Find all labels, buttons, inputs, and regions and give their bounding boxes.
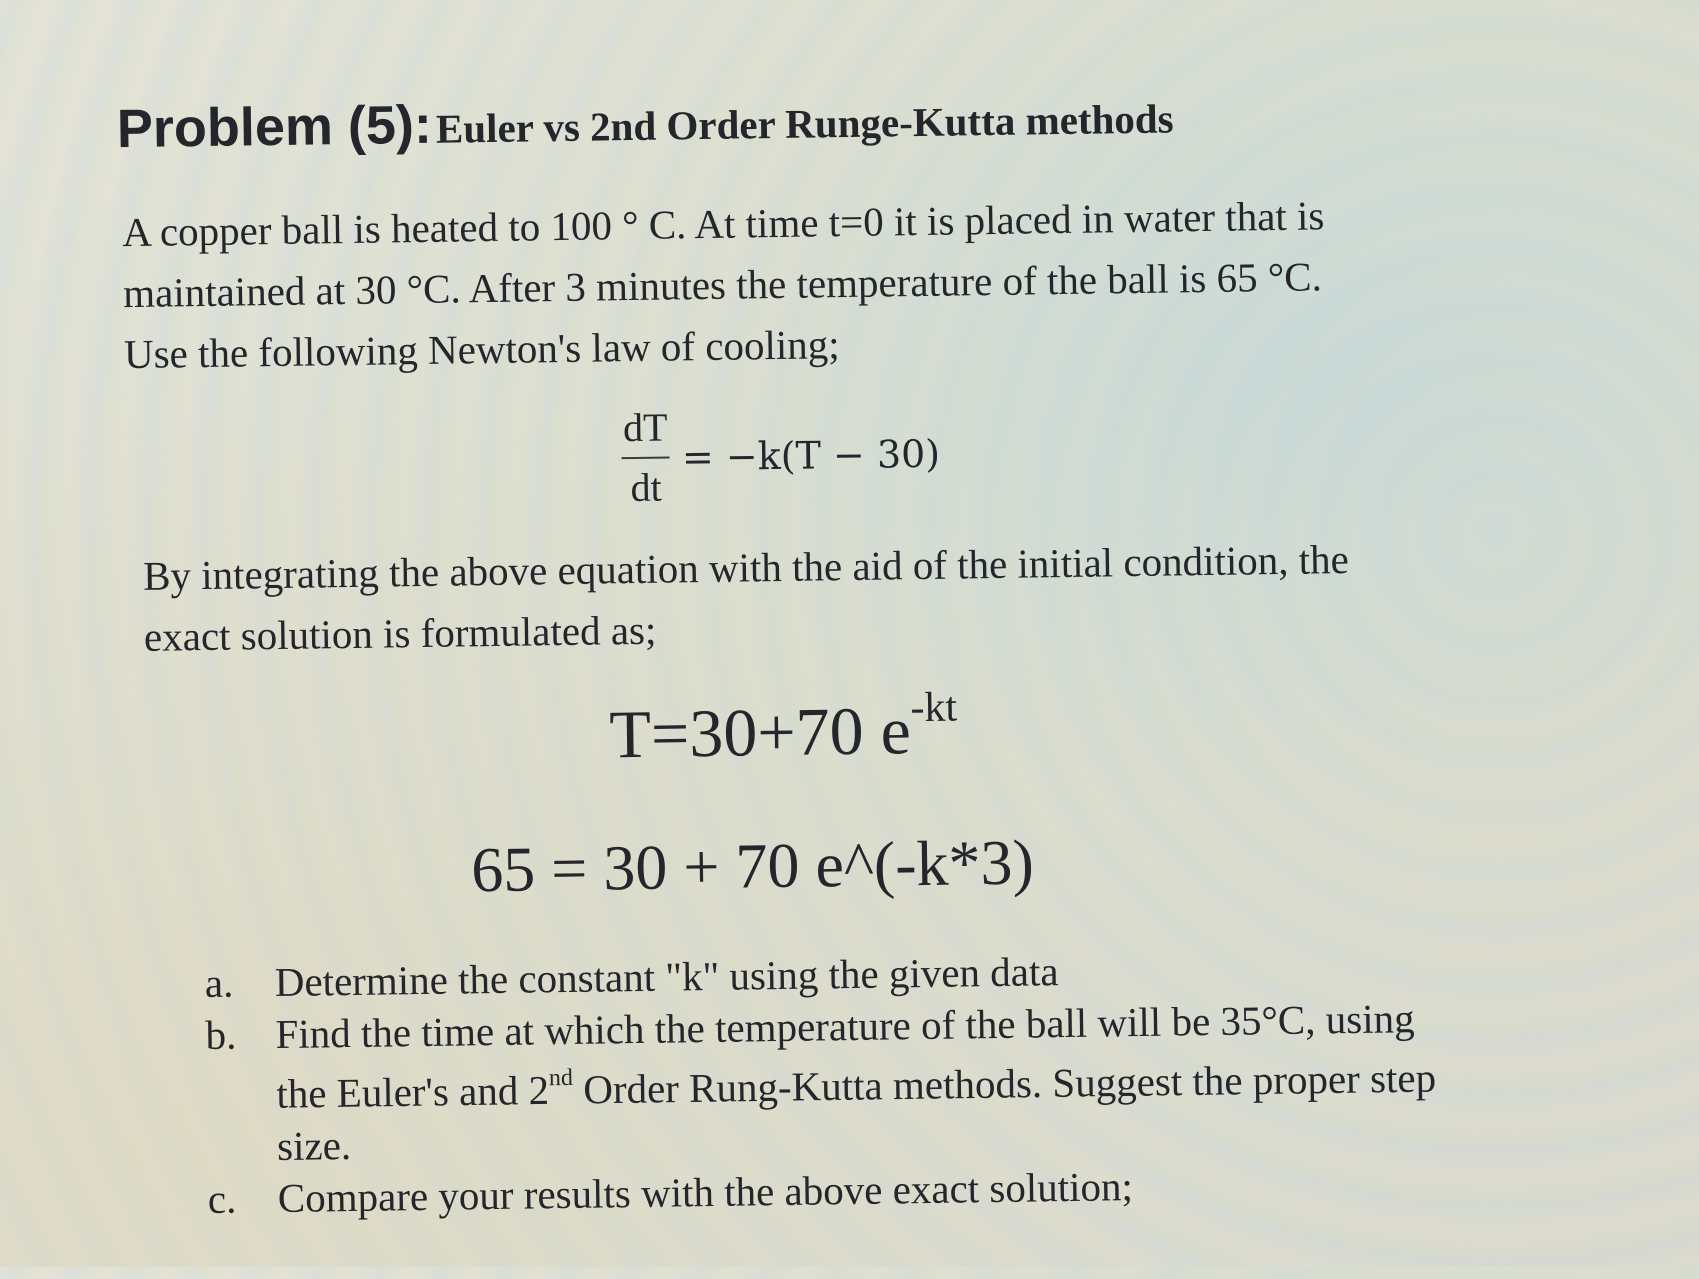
problem-title — [116, 83, 1173, 160]
question-text: Compare your results with the above exact solution; — [277, 1162, 1134, 1221]
exact-solution-exponent: -kt — [910, 684, 958, 732]
intro-line-1: A copper ball is heated to 100 ° C. At time t=0 it is placed in water that is — [122, 192, 1325, 256]
question-list — [204, 940, 1458, 1225]
question-text-before: Find the time at which the temperature of the ball will be 35°C, using the Euler's and 2 — [275, 995, 1415, 1117]
integration-line-2: exact solution is formulated as; — [143, 606, 657, 660]
question-item-b — [205, 992, 1457, 1173]
question-text: Determine the constant "k" using the given data — [274, 948, 1059, 1006]
question-marker: b. — [205, 1011, 237, 1059]
exact-solution-base: T=30+70 e — [608, 692, 912, 773]
intro-paragraph — [122, 185, 1327, 385]
integration-line-1: By integrating the above equation with the aid of the initial condition, the — [142, 536, 1350, 599]
substituted-equation: 65 = 30 + 70 e^(-k*3) — [470, 826, 1035, 906]
fraction-denominator: dt — [630, 464, 663, 511]
ode-right-side: = −k(T − 30) — [681, 431, 941, 480]
exact-solution-equation — [608, 684, 958, 775]
ordinal-superscript: nd — [548, 1064, 574, 1092]
derivative-fraction — [621, 404, 671, 511]
question-text-after: Order Rung-Kutta methods. Suggest the proper step size. — [276, 1054, 1437, 1169]
integration-paragraph — [143, 529, 1350, 668]
fraction-numerator: dT — [621, 404, 670, 459]
intro-line-3: Use the following Newton's law of cooling; — [123, 321, 840, 378]
question-text — [275, 992, 1457, 1172]
cooling-ode — [621, 401, 941, 511]
problem-topic: Euler vs 2nd Order Runge-Kutta methods — [435, 95, 1174, 152]
intro-line-2: maintained at 30 °C. After 3 minutes the temperature of the ball is 65 °C. — [122, 253, 1323, 317]
question-marker: a. — [204, 959, 234, 1007]
question-marker: c. — [207, 1175, 237, 1222]
problem-number: Problem (5): — [116, 94, 433, 160]
